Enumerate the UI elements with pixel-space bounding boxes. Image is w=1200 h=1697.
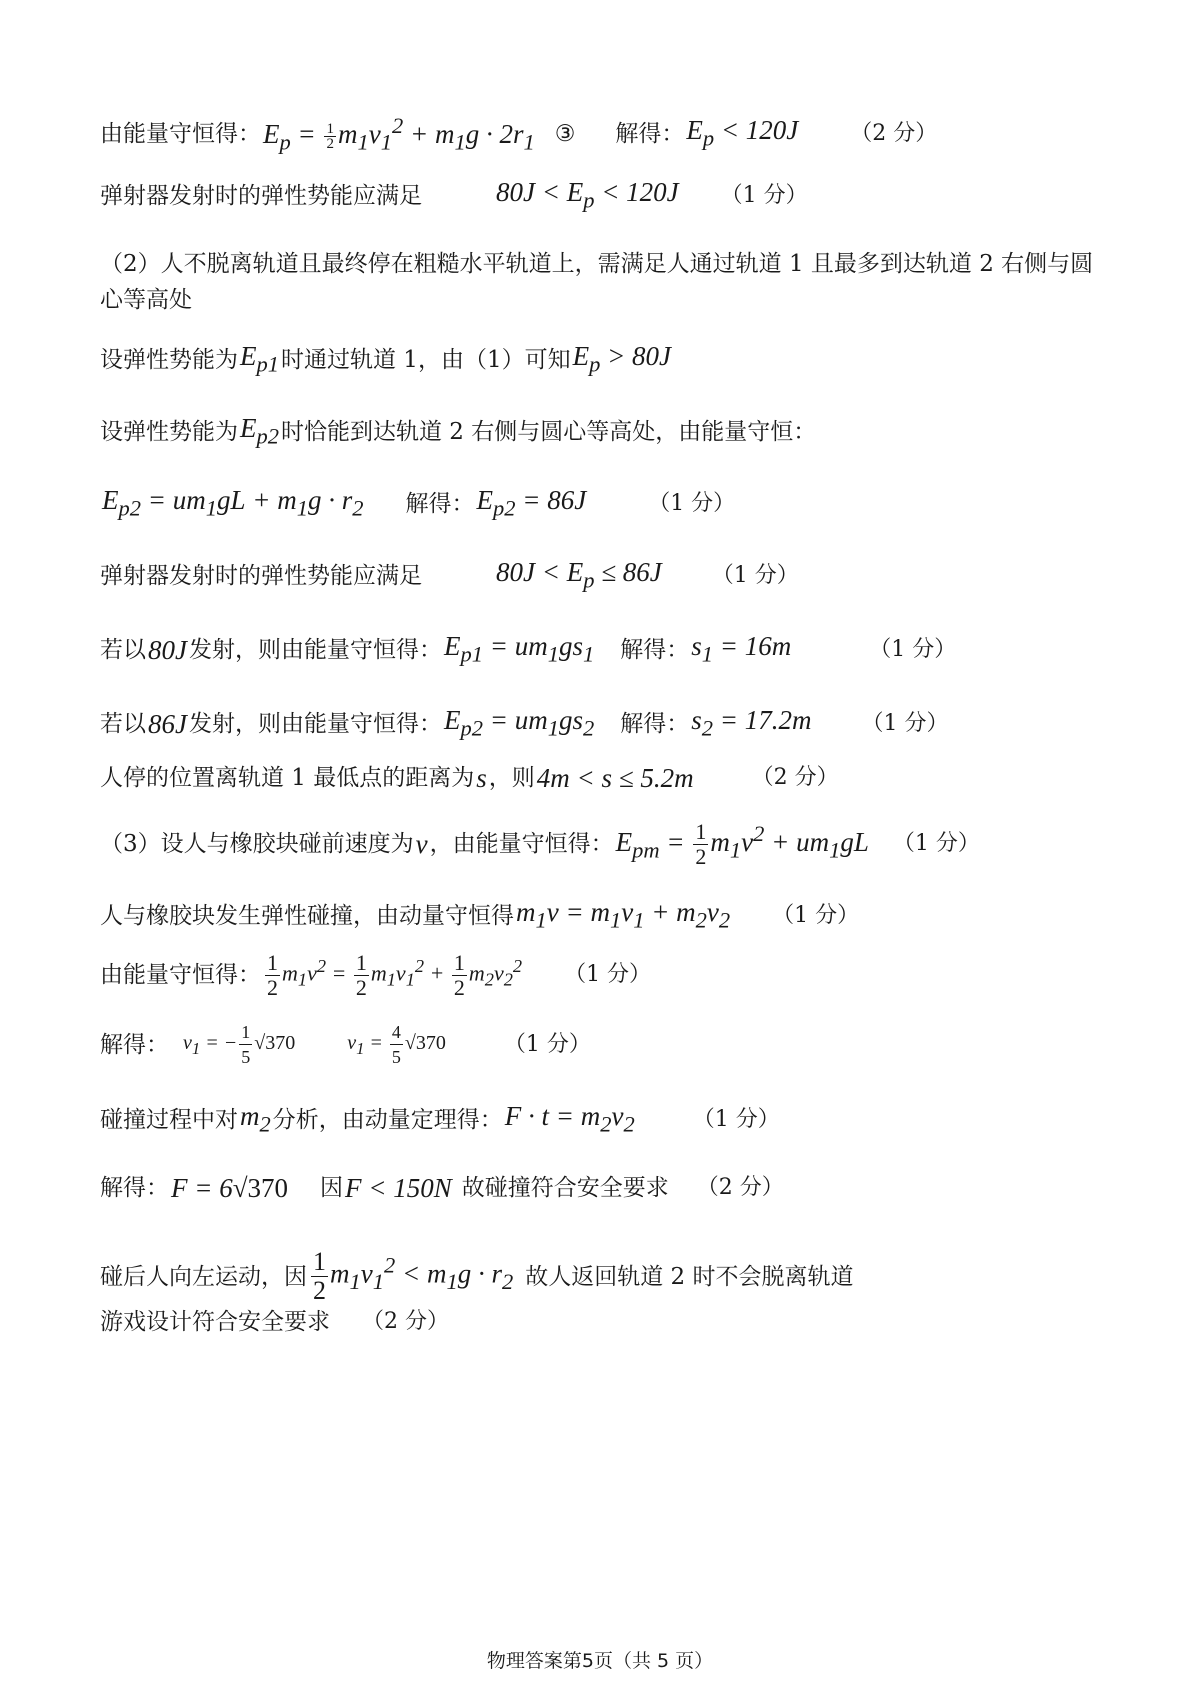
- math-range: $80J < E_p \le 86J$: [496, 557, 662, 593]
- text: ，则: [488, 765, 535, 791]
- line-s1: [100, 630, 956, 670]
- line-velocities: [100, 1020, 591, 1069]
- math-impulse: $F \cdot t = m_2v_2$: [504, 1101, 635, 1137]
- text: 时恰能到达轨道 2 右侧与圆心等高处，由能量守恒：: [281, 419, 817, 446]
- math-range: $80J < E_p < 120J$: [496, 177, 679, 213]
- text: 解得：: [620, 711, 690, 738]
- line-conclusion: [100, 1306, 449, 1338]
- text: （3）设人与橡胶块碰前速度为: [100, 830, 414, 857]
- math-ep2-eq: $E_{p2} = um_1gs_2$: [443, 705, 595, 741]
- math-epm: $E_{pm}$ = $\frac{1}{2}$ $m_1v^2 + um_1gL$: [615, 819, 869, 870]
- text: 故碰撞符合安全要求: [461, 1175, 669, 1201]
- score: （2 分）: [850, 121, 938, 147]
- text: 故人返回轨道 2 时不会脱离轨道: [525, 1263, 854, 1290]
- math-s: s: [476, 763, 487, 793]
- score: （1 分）: [861, 711, 949, 737]
- line-part2-intro: [100, 246, 1110, 318]
- score: （1 分）: [869, 637, 957, 663]
- math-ep1: $E_{p1}$: [240, 341, 279, 377]
- text: 解得：: [615, 121, 685, 148]
- text: ，由能量守恒得：: [429, 830, 614, 857]
- math-kinetic: $\frac{1}{2}$ $m_1v^2$ = $\frac{1}{2}$ $m_1v_1^2$ + $\frac{1}{2}$ $m_2v_2^2$: [267, 949, 523, 1000]
- text: 分析，由动量定理得：: [272, 1107, 503, 1134]
- line-ep2: [100, 412, 816, 452]
- text: 解得：: [620, 637, 690, 664]
- math-ep2: $E_{p2}$: [240, 413, 279, 449]
- text: 因: [320, 1175, 344, 1201]
- math-86j: 86J: [148, 709, 187, 740]
- text: 发射，则由能量守恒得：: [188, 711, 442, 738]
- math-s1: $s_1 = 16m$: [691, 631, 792, 667]
- math-ep2-formula: $E_{p2} = um_1gL + m_1g \cdot r_2$: [102, 485, 364, 521]
- line-impulse: [100, 1100, 780, 1140]
- math-result: $E_p < 120J$: [686, 115, 799, 151]
- score: （1 分）: [503, 1031, 591, 1057]
- text: 解得：: [405, 491, 475, 518]
- score: （1 分）: [648, 491, 736, 517]
- page-footer: 物理答案第5页（共 5 页）: [486, 1650, 714, 1672]
- line-range-1: [100, 176, 808, 216]
- score: （1 分）: [692, 1107, 780, 1133]
- text: 游戏设计符合安全要求: [100, 1309, 330, 1335]
- text: 碰后人向左运动，因: [100, 1263, 307, 1290]
- text: （2）人不脱离轨道且最终停在粗糙水平轨道上，需满足人通过轨道 1 且最多到达轨道 2 右侧与圆心等高处: [100, 251, 1094, 313]
- math-s-range: 4m < s ≤ 5.2m: [536, 763, 694, 793]
- text: 由能量守恒得：: [100, 961, 261, 988]
- line-momentum: [100, 896, 859, 936]
- score: （1 分）: [892, 830, 980, 856]
- text: 发射，则由能量守恒得：: [188, 637, 442, 664]
- math-ep2-result: $E_{p2} = 86J$: [476, 485, 587, 521]
- math-ep-gt: $E_p > 80J$: [572, 341, 672, 377]
- text: 人与橡胶块发生弹性碰撞，由动量守恒得: [100, 903, 514, 930]
- line-ep1: [100, 340, 673, 380]
- math-momentum: $m_1v = m_1v_1 + m_2v_2$: [516, 897, 731, 933]
- math-m2: $m_2$: [240, 1101, 271, 1137]
- math-s2: $s_2 = 17.2m$: [691, 705, 812, 741]
- math-formula: $E_p$ = $\frac{1}{2}$ $m_1v_1^2 + m_1g \cdot 2r_1$: [263, 113, 535, 155]
- score: （1 分）: [720, 183, 808, 209]
- text: 由能量守恒得：: [100, 121, 261, 148]
- line-distance: [100, 762, 839, 794]
- text: 人停的位置离轨道 1 最低点的距离为: [100, 765, 475, 791]
- text: 弹射器发射时的弹性势能应满足: [100, 183, 422, 210]
- score: （1 分）: [711, 563, 799, 589]
- score: （1 分）: [564, 961, 652, 987]
- math-80j: 80J: [148, 635, 187, 666]
- math-v1-pos: $v_1$ = $\frac{4}{5}$ √370: [347, 1022, 446, 1067]
- math-v1-neg: $v_1$ = − $\frac{1}{5}$ √370: [183, 1022, 296, 1067]
- text: 设弹性势能为: [100, 347, 238, 374]
- text: 设弹性势能为: [100, 419, 238, 446]
- math-ep1-eq: $E_{p1} = um_1gs_1$: [443, 631, 595, 667]
- line-energy-max: [100, 110, 937, 158]
- line-range-2: [100, 556, 799, 596]
- line-force: [100, 1172, 784, 1204]
- text: 解得：: [100, 1175, 169, 1201]
- math-force: F = 6√370: [171, 1173, 289, 1203]
- math-force-limit: F < 150N: [345, 1173, 452, 1203]
- score: （1 分）: [772, 903, 860, 929]
- text: 若以: [100, 637, 146, 664]
- line-kinetic: [100, 950, 651, 1000]
- line-part3-energy: [100, 818, 980, 869]
- line-ep2-eq: [100, 484, 735, 524]
- score: （2 分）: [362, 1309, 449, 1334]
- text: 若以: [100, 711, 146, 738]
- math-v: v: [415, 828, 428, 859]
- circled-three: ③: [554, 121, 576, 148]
- score: （2 分）: [696, 1175, 784, 1200]
- line-return: [100, 1248, 853, 1305]
- math-return: $\frac{1}{2}$ $m_1v_1^2 < m_1g \cdot r_2$: [313, 1247, 514, 1305]
- text: 弹射器发射时的弹性势能应满足: [100, 563, 422, 590]
- text: 时通过轨道 1，由（1）可知: [281, 347, 571, 374]
- line-s2: [100, 704, 948, 744]
- score: （2 分）: [751, 765, 839, 790]
- text: 碰撞过程中对: [100, 1107, 238, 1134]
- text: 解得：: [100, 1031, 169, 1058]
